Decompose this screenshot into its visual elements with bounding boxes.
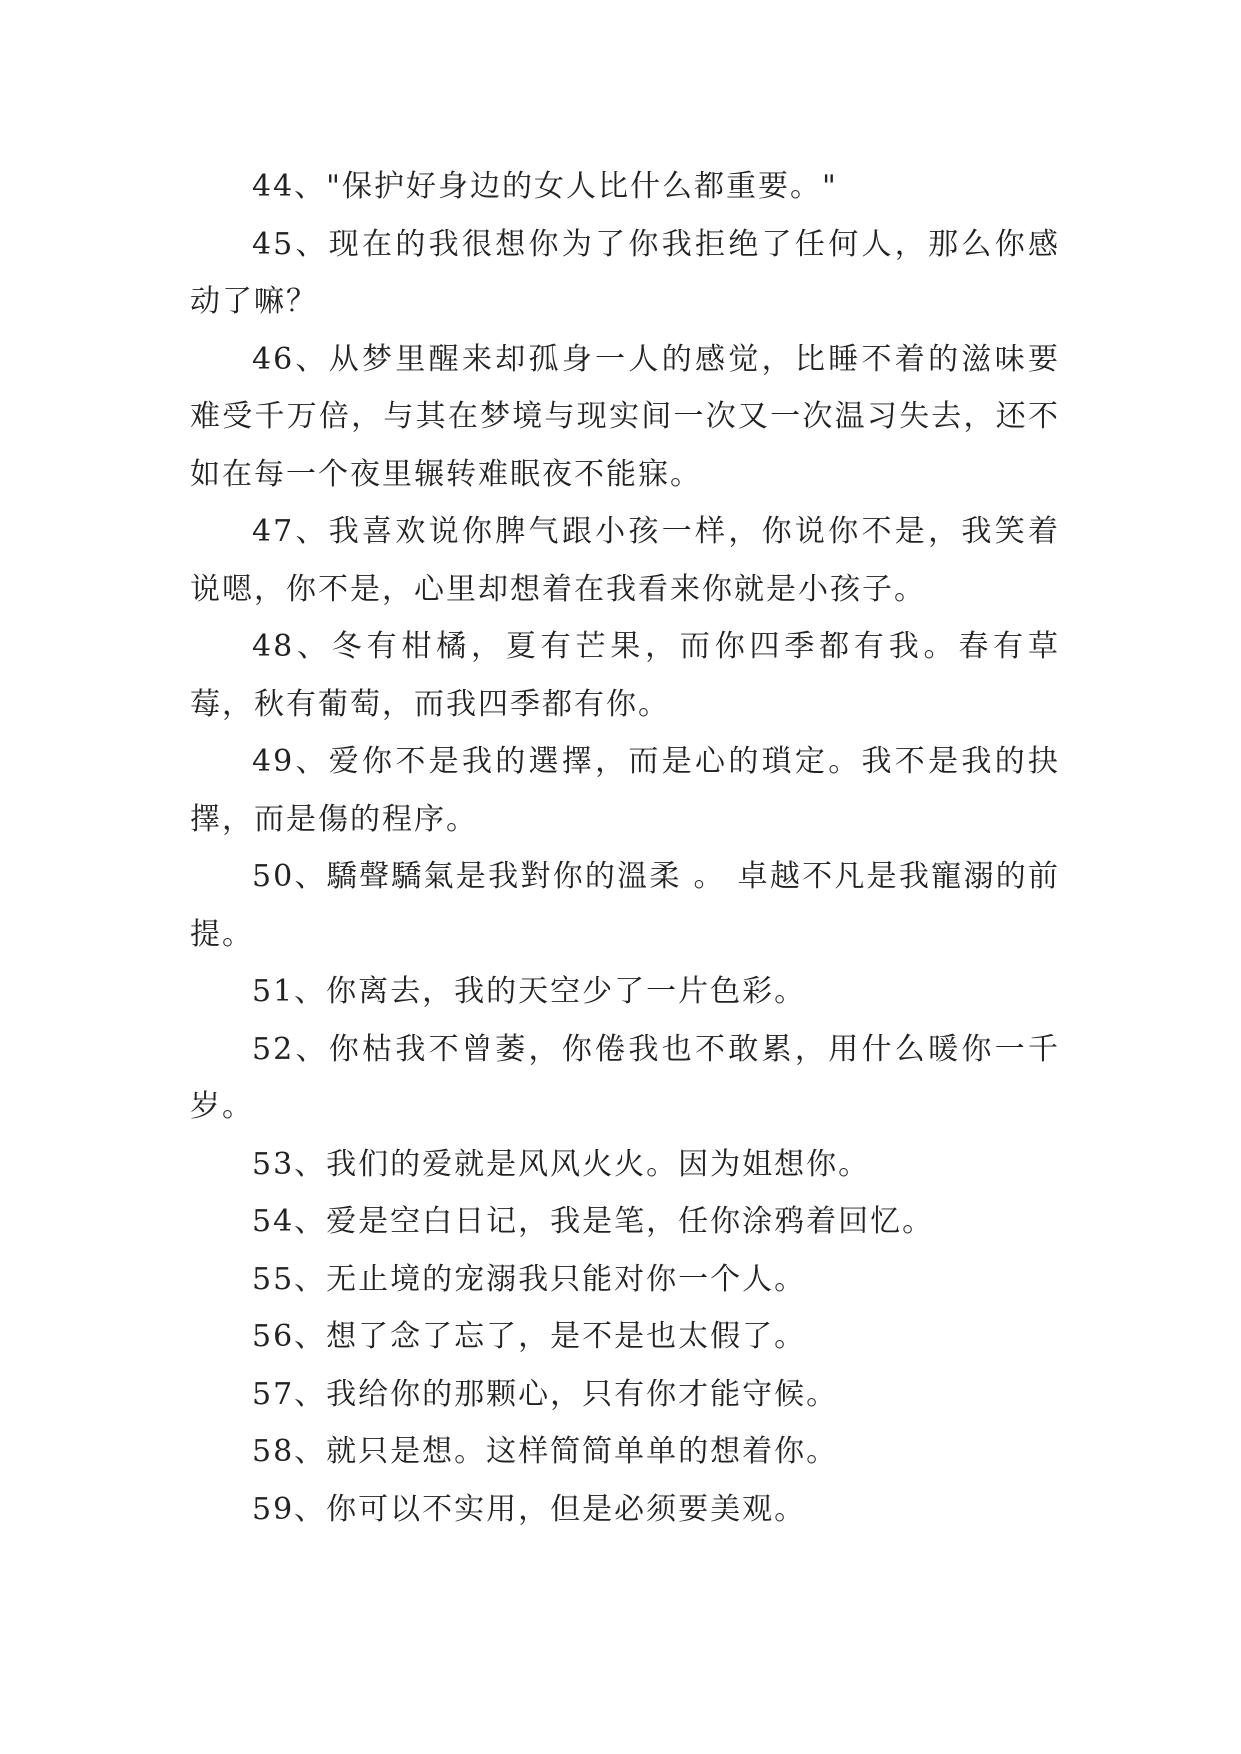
paragraph-47: 47、我喜欢说你脾气跟小孩一样，你说你不是，我笑着说嗯，你不是，心里却想着在我看来你就是小孩子。 xyxy=(190,514,1060,607)
paragraph-44: 44、"保护好身边的女人比什么都重要。" xyxy=(252,169,838,204)
paragraph-57: 57、我给你的那颗心，只有你才能守候。 xyxy=(252,1376,839,1412)
paragraph-49: 49、爱你不是我的選擇，而是心的瑣定。我不是我的抉擇，而是傷的程序。 xyxy=(190,744,1060,837)
paragraph-56: 56、想了念了忘了，是不是也太假了。 xyxy=(252,1319,807,1354)
paragraph-48: 48、冬有柑橘，夏有芒果，而你四季都有我。春有草莓，秋有葡萄，而我四季都有你。 xyxy=(190,629,1060,722)
paragraph-59: 59、你可以不实用，但是必须要美观。 xyxy=(252,1491,807,1527)
paragraph-50: 50、驕聲驕氣是我對你的溫柔 。 卓越不凡是我寵溺的前提。 xyxy=(190,859,1060,952)
document-body xyxy=(190,158,1060,1538)
paragraph-51: 51、你离去，我的天空少了一片色彩。 xyxy=(252,974,807,1009)
paragraph-53: 53、我们的爱就是风风火火。因为姐想你。 xyxy=(252,1146,871,1182)
paragraph-45: 45、现在的我很想你为了你我拒绝了任何人，那么你感动了嘛？ xyxy=(190,226,1060,319)
paragraph-52: 52、你枯我不曾萎，你倦我也不敢累，用什么暖你一千岁。 xyxy=(190,1031,1060,1124)
paragraph-54: 54、爱是空白日记，我是笔，任你涂鸦着回忆。 xyxy=(252,1204,935,1239)
paragraph-58: 58、就只是想。这样简简单单的想着你。 xyxy=(252,1434,839,1469)
paragraph-55: 55、无止境的宠溺我只能对你一个人。 xyxy=(252,1261,807,1297)
paragraph-46: 46、从梦里醒来却孤身一人的感觉，比睡不着的滋味要难受千万倍，与其在梦境与现实间一次又一次温习失去，还不如在每一个夜里辗转难眠夜不能寐。 xyxy=(190,341,1060,492)
